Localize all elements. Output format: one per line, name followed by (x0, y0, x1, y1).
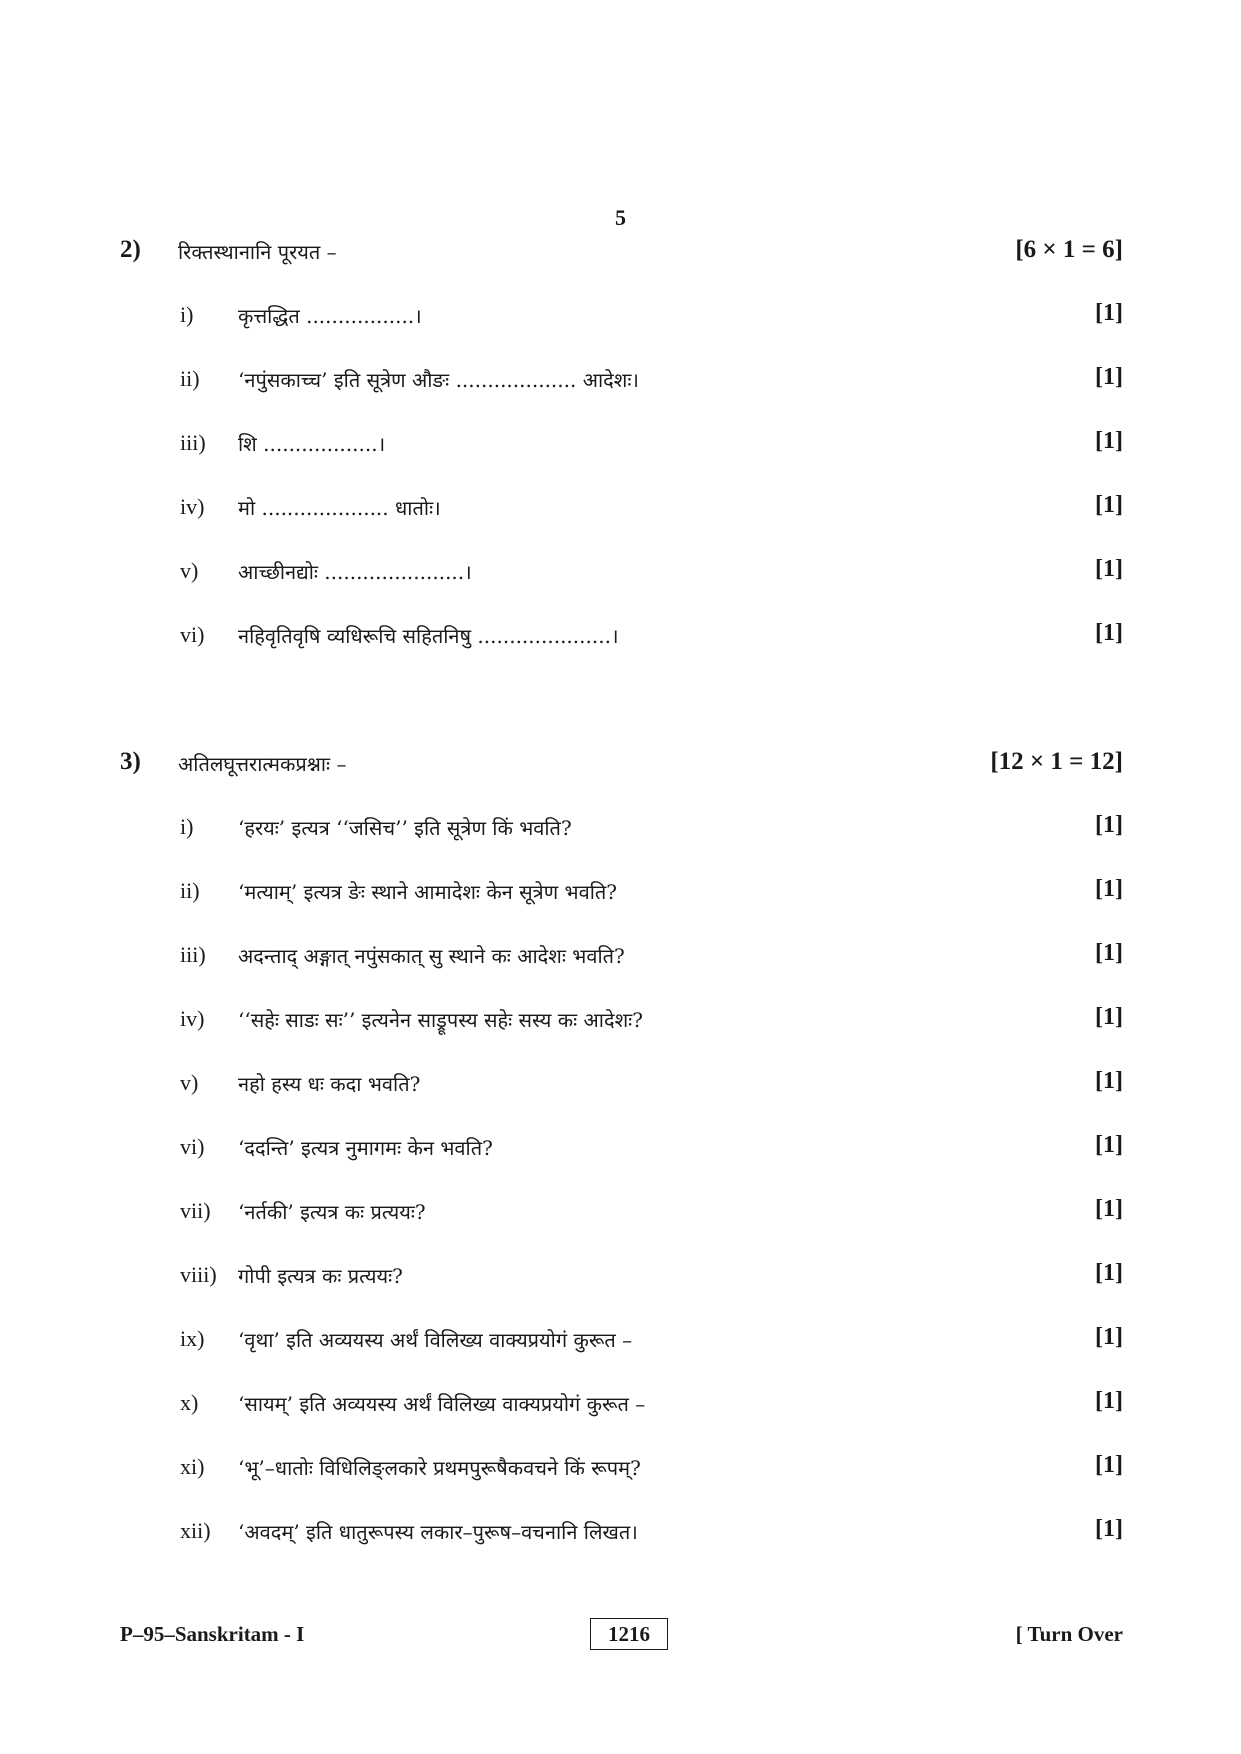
item-numeral: i) (180, 302, 194, 327)
item-marks: [1] (1095, 364, 1123, 390)
item-text: आच्छीनद्योः ......................। (238, 560, 472, 584)
item-numeral: iii) (180, 942, 206, 967)
question-3-item-8 (180, 1260, 1123, 1300)
question-3-item-12 (180, 1516, 1123, 1556)
item-text: ‘वृथा’ इति अव्ययस्य अर्थं विलिख्य वाक्यप्रयोगं कुरूत – (238, 1328, 633, 1352)
item-marks: [1] (1095, 1388, 1123, 1414)
item-numeral: v) (180, 558, 199, 583)
question-marks: [6 × 1 = 6] (1015, 236, 1123, 263)
question-2-item-4 (180, 492, 1123, 532)
item-text: अदन्ताद् अङ्गात् नपुंसकात् सु स्थाने कः आदेशः भवति? (238, 944, 625, 968)
question-title: रिक्तस्थानानि पूरयत – (178, 240, 337, 264)
item-numeral: iv) (180, 1006, 205, 1031)
item-text: कृत्तद्धित .................। (238, 304, 422, 328)
item-marks: [1] (1095, 1196, 1123, 1222)
question-3-item-2 (180, 876, 1123, 916)
paper-code: P–95–Sanskritam - I (120, 1622, 305, 1646)
item-text: नहिवृतिवृषि व्यधिरूचि सहितनिषु .....................। (238, 624, 619, 648)
question-2-item-2 (180, 364, 1123, 404)
item-numeral: xii) (180, 1518, 211, 1543)
question-number: 2) (120, 236, 141, 263)
question-2-item-5 (180, 556, 1123, 596)
item-text: ‘हरयः’ इत्यत्र ‘‘जसिच’’ इति सूत्रेण किं भवति? (238, 816, 572, 840)
question-3-item-5 (180, 1068, 1123, 1108)
question-3-header (120, 748, 1123, 788)
page-number: 5 (615, 205, 626, 230)
booklet-code-box: 1216 (590, 1618, 668, 1650)
question-3-item-1 (180, 812, 1123, 852)
question-2-item-3 (180, 428, 1123, 468)
item-text: शि ..................। (238, 432, 386, 456)
item-numeral: v) (180, 1070, 199, 1095)
item-text: ‘नपुंसकाच्च’ इति सूत्रेण औङः ................... आदेशः। (238, 368, 639, 392)
item-numeral: ii) (180, 878, 200, 903)
item-numeral: iii) (180, 430, 206, 455)
item-numeral: xi) (180, 1454, 205, 1479)
question-number: 3) (120, 748, 141, 775)
item-marks: [1] (1095, 940, 1123, 966)
item-numeral: ii) (180, 366, 200, 391)
item-marks: [1] (1095, 1068, 1123, 1094)
item-text: मो .................... धातोः। (238, 496, 441, 520)
item-marks: [1] (1095, 1132, 1123, 1158)
question-3-item-4 (180, 1004, 1123, 1044)
item-marks: [1] (1095, 1004, 1123, 1030)
item-text: ‘ददन्ति’ इत्यत्र नुमागमः केन भवति? (238, 1136, 493, 1160)
item-marks: [1] (1095, 876, 1123, 902)
item-text: ‘अवदम्’ इति धातुरूपस्य लकार–पुरूष–वचनानि लिखत। (238, 1520, 638, 1544)
item-text: ‘नर्तकी’ इत्यत्र कः प्रत्ययः? (238, 1200, 426, 1224)
item-numeral: vi) (180, 1134, 205, 1159)
item-marks: [1] (1095, 1452, 1123, 1478)
question-3-item-3 (180, 940, 1123, 980)
item-text: ‘भू’–धातोः विधिलिङ्लकारे प्रथमपुरूषैकवचने किं रूपम्? (238, 1456, 641, 1480)
question-2-item-6 (180, 620, 1123, 660)
item-text: ‘‘सहेः साडः सः’’ इत्यनेन साड्रूपस्य सहेः सस्य कः आदेशः? (238, 1008, 643, 1032)
item-text: गोपी इत्यत्र कः प्रत्ययः? (238, 1264, 403, 1288)
item-numeral: vi) (180, 622, 205, 647)
item-numeral: ix) (180, 1326, 205, 1351)
item-marks: [1] (1095, 428, 1123, 454)
item-marks: [1] (1095, 812, 1123, 838)
question-2-header (120, 236, 1123, 276)
turn-over-note: [ Turn Over (1015, 1622, 1123, 1646)
item-marks: [1] (1095, 1516, 1123, 1542)
item-numeral: iv) (180, 494, 205, 519)
item-text: ‘सायम्’ इति अव्ययस्य अर्थं विलिख्य वाक्यप्रयोगं कुरूत – (238, 1392, 646, 1416)
item-marks: [1] (1095, 1324, 1123, 1350)
question-2-item-1 (180, 300, 1123, 340)
page-footer (120, 1618, 1123, 1658)
question-3-item-9 (180, 1324, 1123, 1364)
question-marks: [12 × 1 = 12] (990, 748, 1123, 775)
question-3-item-10 (180, 1388, 1123, 1428)
item-numeral: viii) (180, 1262, 217, 1287)
question-3-item-7 (180, 1196, 1123, 1236)
item-marks: [1] (1095, 556, 1123, 582)
item-numeral: x) (180, 1390, 199, 1415)
item-text: नहो हस्य धः कदा भवति? (238, 1072, 421, 1096)
item-numeral: vii) (180, 1198, 211, 1223)
question-3-item-6 (180, 1132, 1123, 1172)
item-marks: [1] (1095, 620, 1123, 646)
item-marks: [1] (1095, 492, 1123, 518)
item-numeral: i) (180, 814, 194, 839)
question-3-item-11 (180, 1452, 1123, 1492)
item-marks: [1] (1095, 300, 1123, 326)
item-marks: [1] (1095, 1260, 1123, 1286)
question-title: अतिलघूत्तरात्मकप्रश्नाः – (178, 752, 347, 776)
item-text: ‘मत्याम्’ इत्यत्र ङेः स्थाने आमादेशः केन सूत्रेण भवति? (238, 880, 617, 904)
